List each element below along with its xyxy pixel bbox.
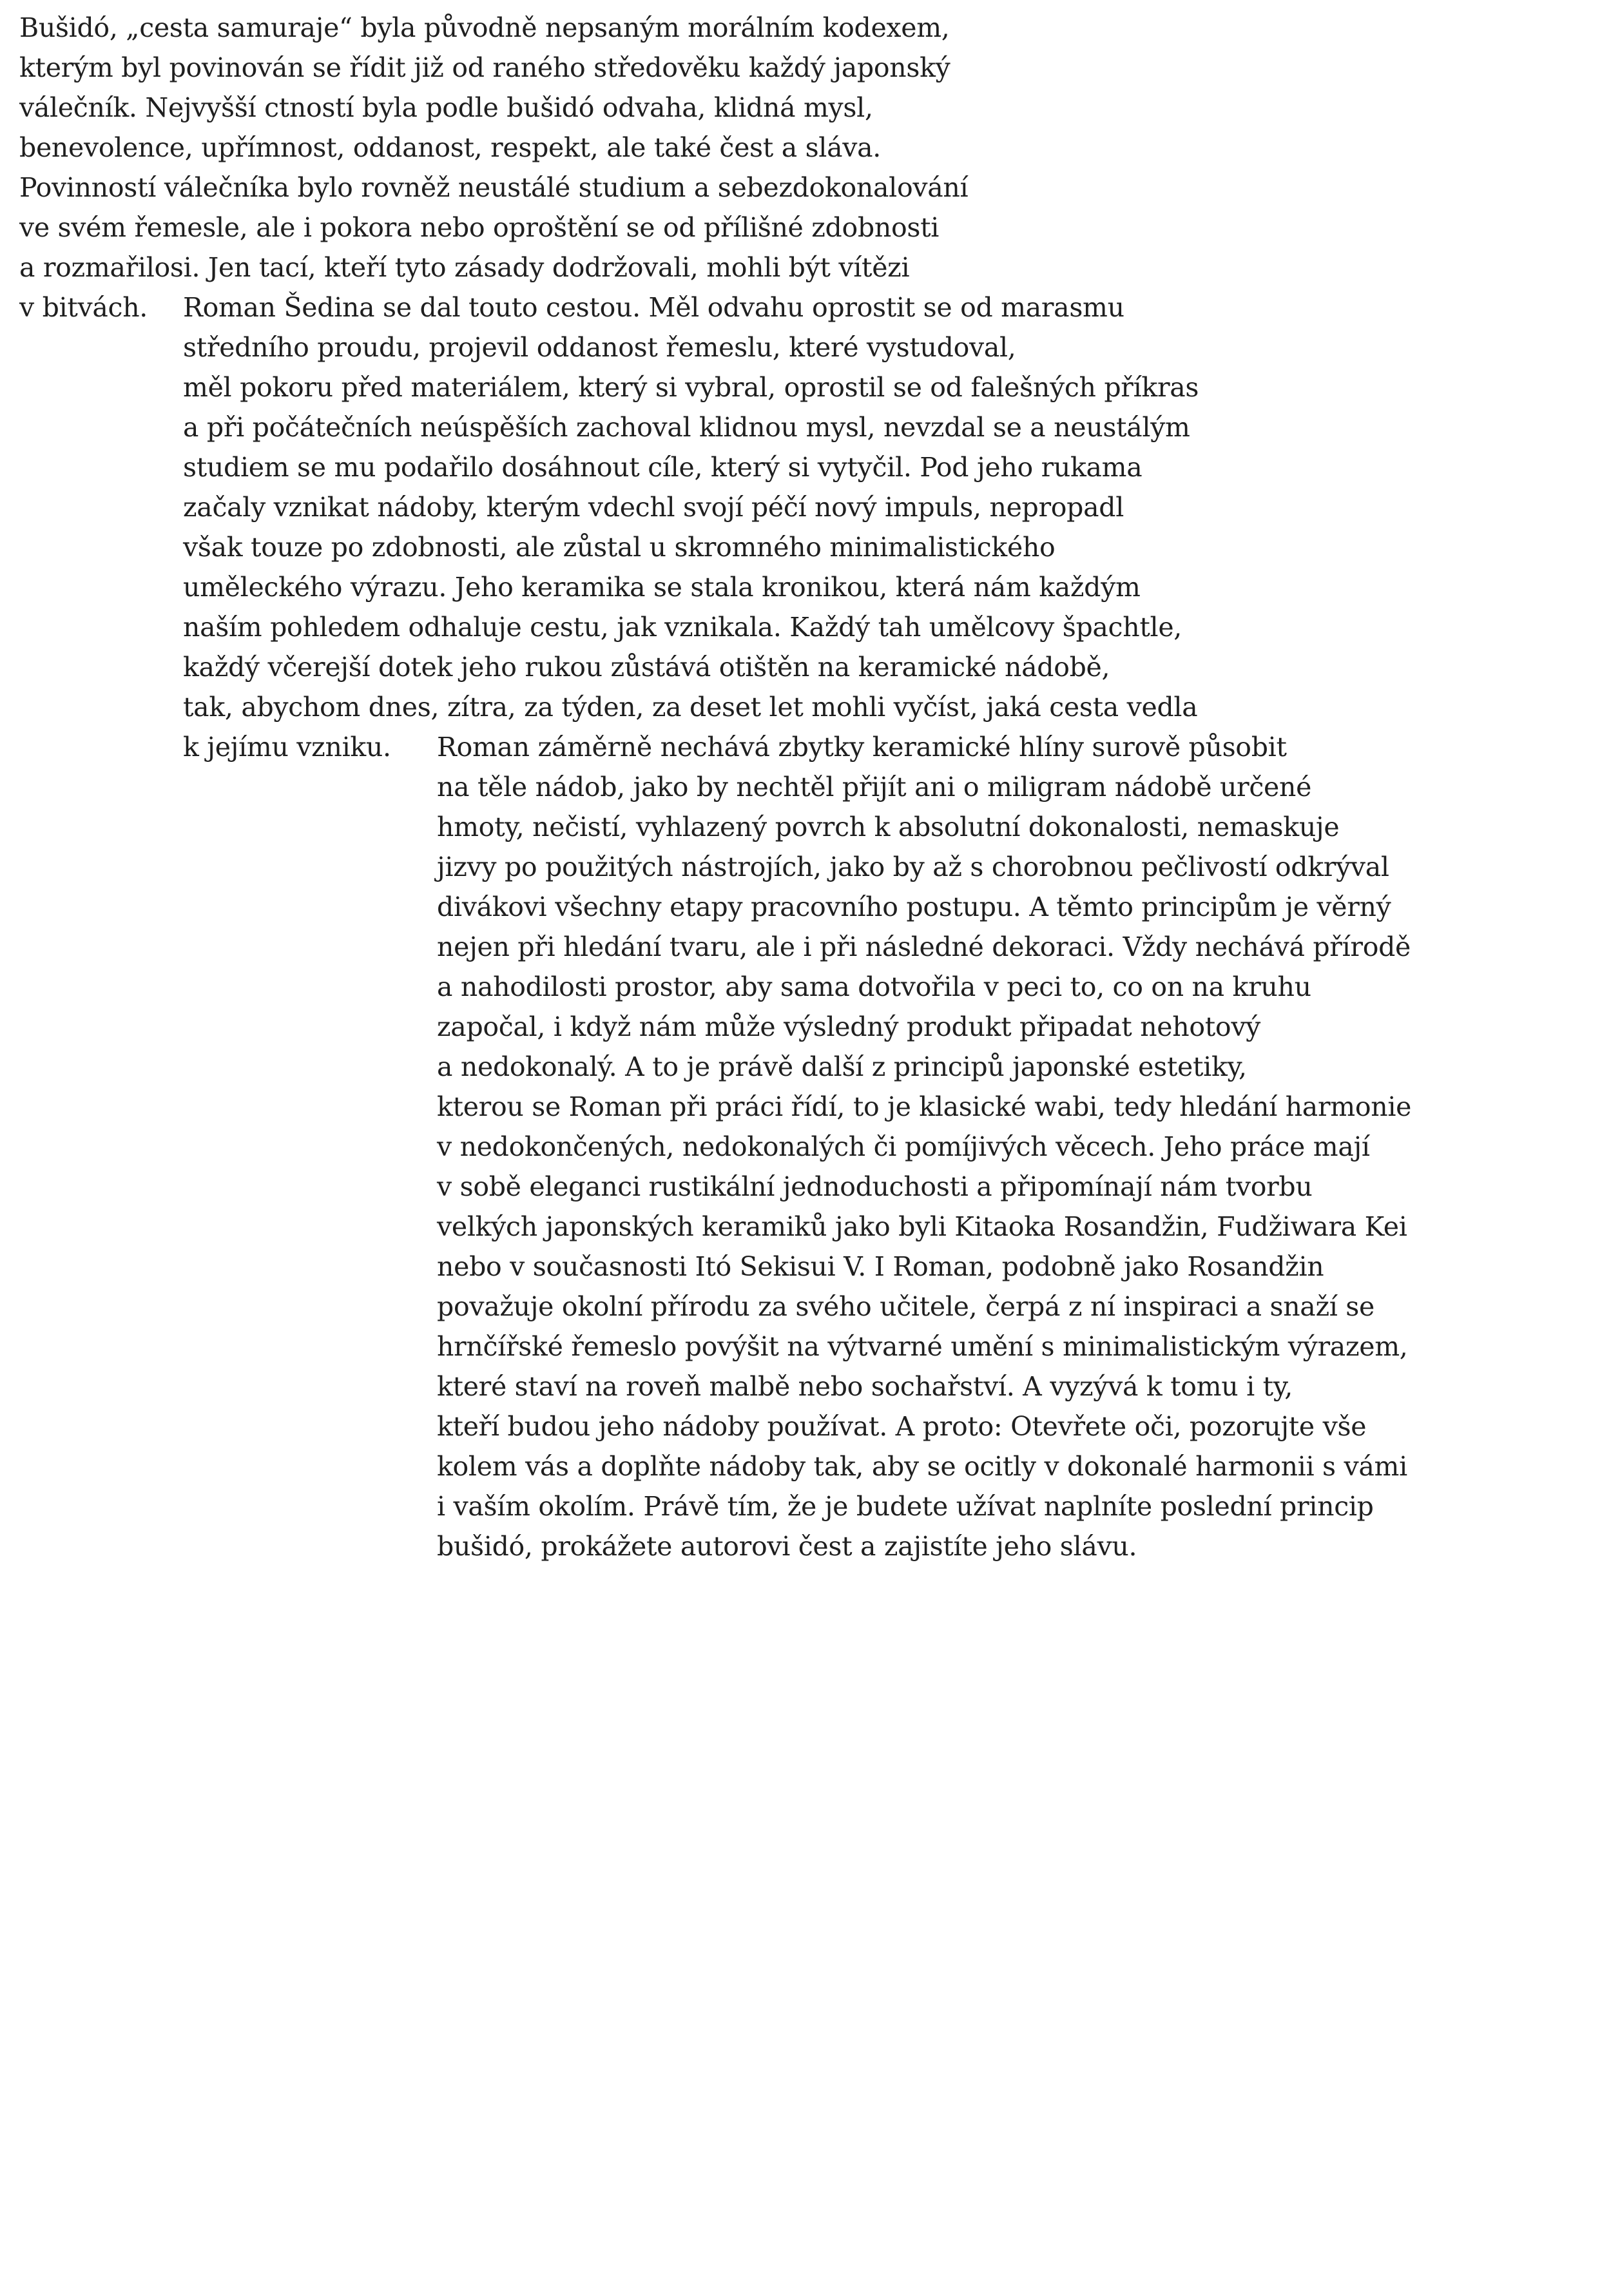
paragraph-3-line: na těle nádob, jako by nechtěl přijít ani o miligram nádobě určené [437, 772, 1312, 803]
paragraph-3-line: Roman záměrně nechává zbytky keramické hlíny surově působit [437, 732, 1287, 763]
paragraph-3-line: považuje okolní přírodu za svého učitele, čerpá z ní inspiraci a snaží se [437, 1291, 1375, 1322]
paragraph-2-line: uměleckého výrazu. Jeho keramika se stala kronikou, která nám každým [183, 572, 1141, 603]
paragraph-3-line: které staví na roveň malbě nebo sochařství. A vyzývá k tomu i ty, [437, 1371, 1293, 1402]
paragraph-3-line: divákovi všechny etapy pracovního postupu. A těmto principům je věrný [437, 891, 1391, 922]
paragraph-2-line: středního proudu, projevil oddanost řemeslu, které vystudoval, [183, 332, 1016, 363]
paragraph-3-line: kterou se Roman při práci řídí, to je klasické wabi, tedy hledání harmonie [437, 1091, 1412, 1122]
paragraph-3-line: kteří budou jeho nádoby používat. A proto: Otevřete oči, pozorujte vše [437, 1411, 1367, 1442]
paragraph-3-line: v nedokončených, nedokonalých či pomíjivých věcech. Jeho práce mají [437, 1131, 1370, 1162]
paragraph-2-line: studiem se mu podařilo dosáhnout cíle, který si vytyčil. Pod jeho rukama [183, 452, 1143, 483]
paragraph-1-line: Povinností válečníka bylo rovněž neustálé studium a sebezdokonalování [19, 172, 969, 203]
paragraph-1-line: válečník. Nejvyšší ctností byla podle bušidó odvaha, klidná mysl, [19, 92, 873, 123]
paragraph-2-line: naším pohledem odhaluje cestu, jak vznikala. Každý tah umělcovy špachtle, [183, 612, 1182, 643]
paragraph-1-line: kterým byl povinován se řídit již od raného středověku každý japonský [19, 52, 950, 83]
paragraph-2-line: k jejímu vzniku. [183, 732, 391, 763]
paragraph-1-line: a rozmařilosi. Jen tací, kteří tyto zásady dodržovali, mohli být vítězi [19, 252, 910, 283]
paragraph-1-line: Bušidó, „cesta samuraje“ byla původně nepsaným morálním kodexem, [19, 12, 950, 43]
paragraph-3-line: i vaším okolím. Právě tím, že je budete užívat naplníte poslední princip [437, 1491, 1374, 1522]
paragraph-1-line: v bitvách. [19, 292, 148, 323]
paragraph-2-line: začaly vznikat nádoby, kterým vdechl svojí péčí nový impuls, nepropadl [183, 492, 1124, 523]
paragraph-2-line: Roman Šedina se dal touto cestou. Měl odvahu oprostit se od marasmu [183, 292, 1124, 323]
paragraph-3-line: nebo v současnosti Itó Sekisui V. I Roman, podobně jako Rosandžin [437, 1251, 1324, 1282]
paragraph-3-line: velkých japonských keramiků jako byli Kitaoka Rosandžin, Fudžiwara Kei [437, 1211, 1407, 1242]
paragraph-2-line: každý včerejší dotek jeho rukou zůstává otištěn na keramické nádobě, [183, 652, 1110, 683]
paragraph-3-line: bušidó, prokážete autorovi čest a zajistíte jeho slávu. [437, 1531, 1137, 1562]
paragraph-3-line: hmoty, nečistí, vyhlazený povrch k absolutní dokonalosti, nemaskuje [437, 812, 1340, 842]
paragraph-3-line: hrnčířské řemeslo povýšit na výtvarné umění s minimalistickým výrazem, [437, 1331, 1408, 1362]
paragraph-3-line: jizvy po použitých nástrojích, jako by až s chorobnou pečlivostí odkrýval [437, 851, 1389, 882]
paragraph-3-line: v sobě eleganci rustikální jednoduchosti a připomínají nám tvorbu [437, 1171, 1313, 1202]
paragraph-1-line: ve svém řemesle, ale i pokora nebo oproštění se od přílišné zdobnosti [19, 212, 940, 243]
paragraph-3-line: a nedokonalý. A to je právě další z principů japonské estetiky, [437, 1051, 1247, 1082]
paragraph-2-line: tak, abychom dnes, zítra, za týden, za deset let mohli vyčíst, jaká cesta vedla [183, 692, 1198, 723]
paragraph-1-line: benevolence, upřímnost, oddanost, respekt, ale také čest a sláva. [19, 132, 882, 163]
paragraph-2-line: a při počátečních neúspěších zachoval klidnou mysl, nevzdal se a neustálým [183, 412, 1190, 443]
paragraph-3-line: kolem vás a doplňte nádoby tak, aby se ocitly v dokonalé harmonii s vámi [437, 1451, 1407, 1482]
paragraph-3-line: nejen při hledání tvaru, ale i při následné dekoraci. Vždy nechává přírodě [437, 931, 1411, 962]
paragraph-3-line: započal, i když nám může výsledný produkt připadat nehotový [437, 1011, 1261, 1042]
paragraph-2-line: měl pokoru před materiálem, který si vybral, oprostil se od falešných příkras [183, 372, 1199, 403]
paragraph-3-line: a nahodilosti prostor, aby sama dotvořila v peci to, co on na kruhu [437, 971, 1311, 1002]
paragraph-2-line: však touze po zdobnosti, ale zůstal u skromného minimalistického [183, 532, 1056, 563]
